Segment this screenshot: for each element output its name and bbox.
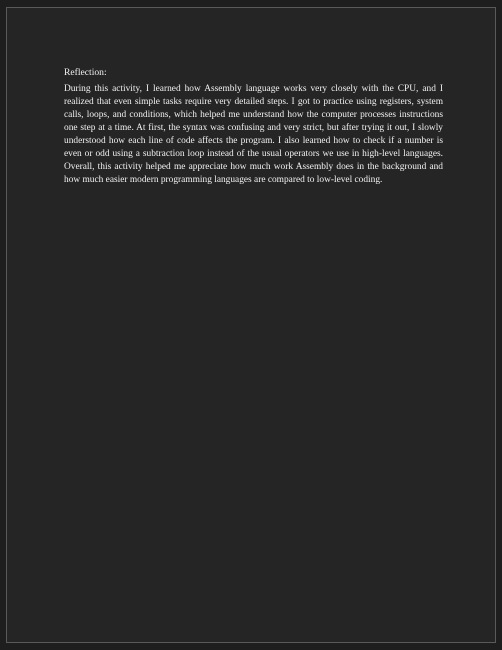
document-page <box>6 7 496 643</box>
reflection-paragraph: During this activity, I learned how Assembly language works very closely with the CPU, and I realized that even simple tasks require very detailed steps. I got to practice using registers, system calls, loops, and conditions, which helped me understand how the computer processes instructions one step at a time. At first, the syntax was confusing and very strict, but after trying it out, I slowly understood how each line of code affects the program. I also learned how to check if a number is even or odd using a subtraction loop instead of the usual operators we use in high-level languages. Overall, this activity helped me appreciate how much work Assembly does in the background and how much easier modern programming languages are compared to low-level coding. <box>64 84 443 185</box>
document-content <box>64 66 443 187</box>
reflection-heading: Reflection: <box>64 67 107 78</box>
